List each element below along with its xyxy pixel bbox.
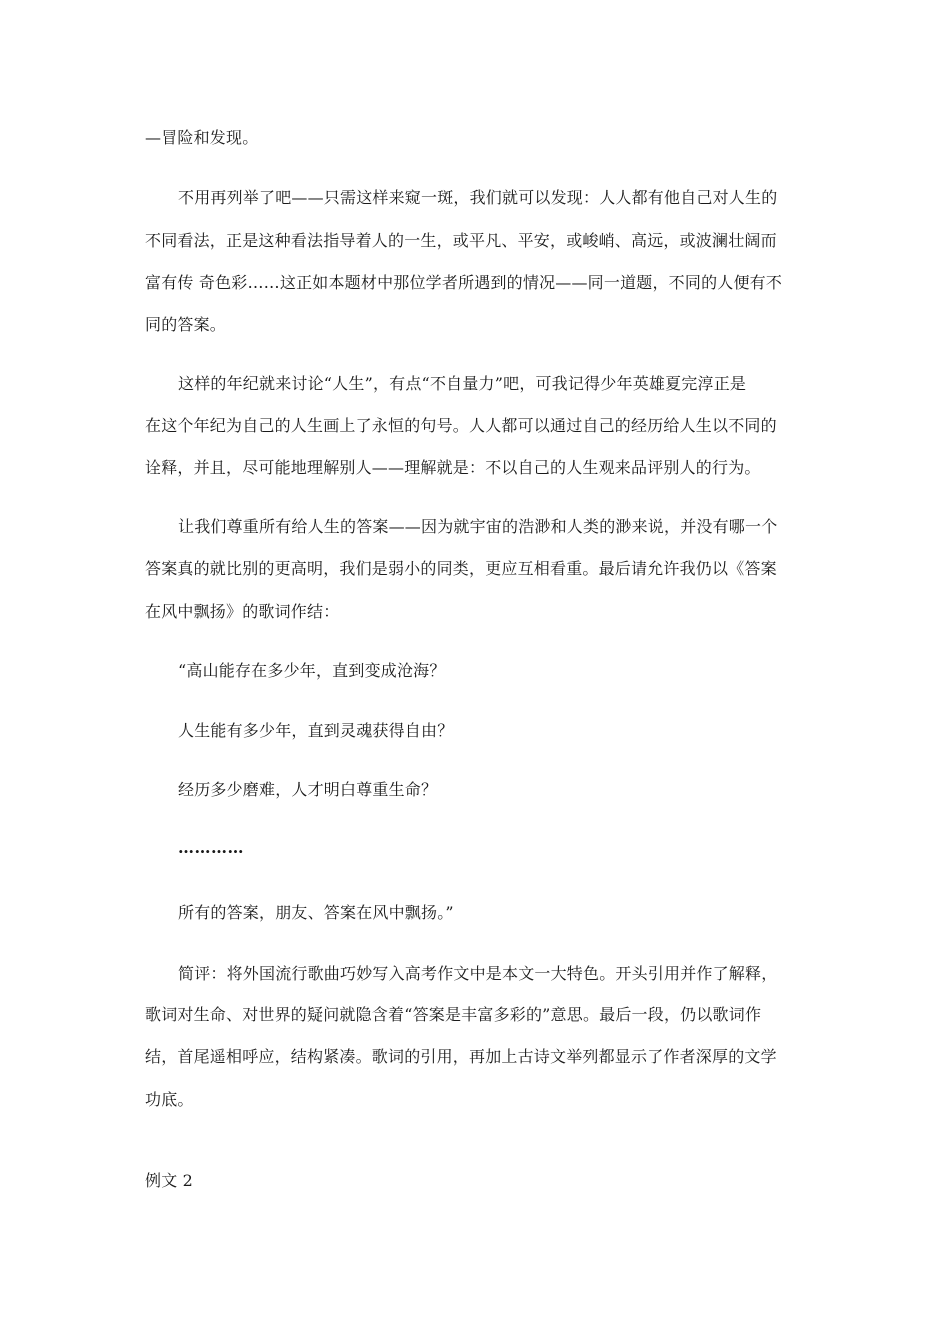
text-line: 不用再列举了吧——只需这样来窥一斑，我们就可以发现：人人都有他自己对人生的 (178, 188, 778, 207)
commentary-line: 歌词对生命、对世界的疑问就隐含着“答案是丰富多彩的”意思。最后一段，仍以歌词作 (145, 1005, 762, 1024)
text-line: —冒险和发现。 (145, 128, 259, 147)
text-line: 在风中飘扬》的歌词作结： (145, 602, 340, 621)
text-line: 这样的年纪就来讨论“人生”，有点“不自量力”吧，可我记得少年英雄夏完淳正是 (178, 374, 747, 393)
lyric-ellipsis: ………… (178, 838, 244, 857)
text-line: 同的答案。 (145, 315, 227, 334)
text-line: 在这个年纪为自己的人生画上了永恒的句号。人人都可以通过自己的经历给人生以不同的 (145, 416, 777, 435)
lyric-line: 所有的答案，朋友、答案在风中飘扬。” (178, 903, 454, 922)
text-line: 让我们尊重所有给人生的答案——因为就宇宙的浩渺和人类的渺来说，并没有哪一个 (178, 517, 778, 536)
text-line: 答案真的就比别的更高明，我们是弱小的同类，更应互相看重。最后请允许我仍以《答案 (145, 559, 777, 578)
text-line: 不同看法，正是这种看法指导着人的一生，或平凡、平安，或峻峭、高远，或波澜壮阔而 (145, 231, 777, 250)
text-line: 富有传 奇色彩……这正如本题材中那位学者所遇到的情况——同一道题，不同的人便有不 (145, 273, 783, 292)
lyric-line: 经历多少磨难，人才明白尊重生命？ (178, 780, 438, 799)
commentary-line: 结，首尾遥相呼应，结构紧凑。歌词的引用，再加上古诗文举列都显示了作者深厚的文学 (145, 1047, 777, 1066)
text-line: 诠释，并且，尽可能地理解别人——理解就是：不以自己的人生观来品评别人的行为。 (145, 458, 761, 477)
section-heading: 例文 2 (145, 1171, 194, 1190)
commentary-line: 功底。 (145, 1090, 194, 1109)
commentary-line: 简评：将外国流行歌曲巧妙写入高考作文中是本文一大特色。开头引用并作了解释， (178, 964, 778, 983)
lyric-line: “高山能存在多少年，直到变成沧海？ (178, 661, 446, 680)
lyric-line: 人生能有多少年，直到灵魂获得自由？ (178, 721, 454, 740)
